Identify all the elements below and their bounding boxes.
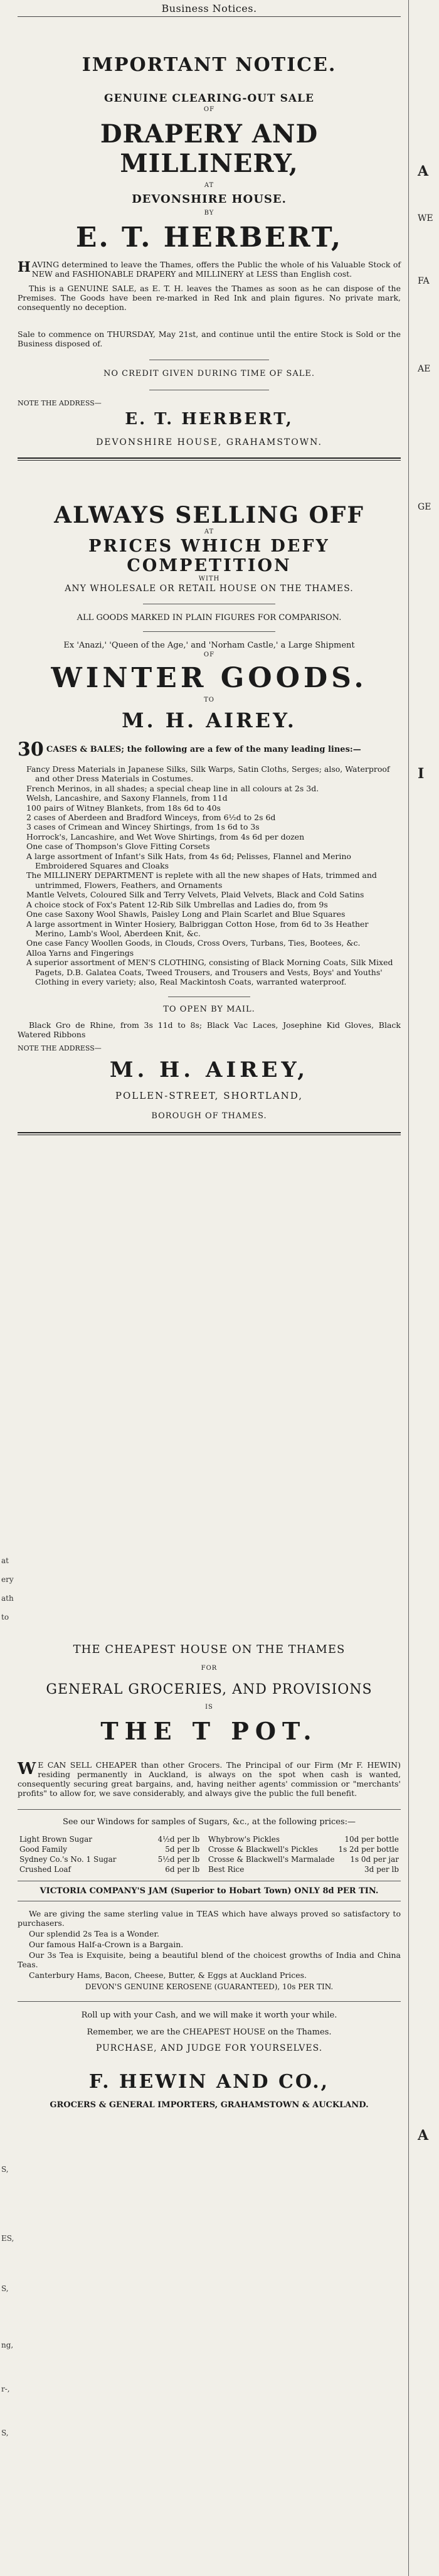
drop-cap: W — [18, 1760, 36, 1778]
airey-items-list — [18, 764, 401, 986]
hewin-tea-4: Our 3s Tea is Exquisite, being a beautiful blend of the choicest growths of India and China Teas. — [18, 1950, 401, 1969]
airey-at: AT — [204, 528, 214, 535]
right-fragment: WE — [418, 213, 433, 223]
table-row: Good Family 5d per lb — [19, 1845, 200, 1854]
herbert-note: NOTE THE ADDRESS— — [18, 399, 102, 407]
airey-to: TO — [204, 697, 214, 703]
hewin-importers: GROCERS & GENERAL IMPORTERS, GRAHAMSTOWN & AUCKLAND. — [50, 2100, 369, 2110]
herbert-trade: DRAPERY AND MILLINERY, — [100, 119, 319, 178]
airey-borough: BOROUGH OF THAMES. — [151, 1111, 267, 1121]
left-fragment: ES, — [1, 2234, 14, 2243]
hewin-tea-1: We are giving the same sterling value in TEAS which have always proved so satisfactory to purchasers. — [18, 1909, 401, 1928]
hewin-name: F. HEWIN AND CO., — [88, 2071, 330, 2093]
list-item: 2 cases of Aberdeen and Bradford Winceys, from 6½d to 2s 6d — [26, 813, 276, 823]
table-row: Light Brown Sugar 4½d per lb — [19, 1835, 200, 1844]
list-item: One case Fancy Woollen Goods, in Clouds, Cross Overs, Turbans, Ties, Bootees, &c. — [26, 938, 361, 948]
list-item: One case Saxony Wool Shawls, Paisley Long and Plain Scarlet and Blue Squares — [26, 909, 346, 919]
list-item: Welsh, Lancashire, and Saxony Flannels, from 11d — [26, 793, 228, 803]
airey-winter-goods: WINTER GOODS. — [51, 662, 368, 694]
right-column-fragments — [414, 0, 439, 2576]
herbert-address: DEVONSHIRE HOUSE, GRAHAMSTOWN. — [96, 437, 322, 447]
list-item: Fancy Dress Materials in Japanese Silks, Silk Warps, Satin Cloths, Serges; also, Waterproof and other Dress Materials in Costumes. — [26, 764, 390, 784]
table-row: Crushed Loaf 6d per lb — [19, 1865, 200, 1874]
list-item: Alloa Yarns and Fingerings — [26, 948, 134, 958]
hewin-is: IS — [205, 1704, 213, 1711]
hewin-roll-up: Roll up with your Cash, and we will make it worth your while. — [81, 2011, 337, 2020]
list-item: 100 pairs of Witney Blankets, from 18s 6d to 40s — [26, 803, 221, 813]
hewin-t-pot: THE T POT. — [100, 1717, 318, 1745]
left-fragment: to — [1, 1613, 9, 1622]
left-fragment: S, — [1, 2429, 9, 2437]
list-item: One case of Thompson's Glove Fitting Corsets — [26, 842, 210, 852]
airey-prices: PRICES WHICH DEFY COMPETITION — [88, 537, 330, 575]
herbert-name: E. T. HERBERT, — [75, 222, 343, 254]
table-row: Crosse & Blackwell's Pickles 1s 2d per bottle — [208, 1845, 399, 1854]
left-fragment: ery — [1, 1575, 14, 1584]
airey-goods-marked: ALL GOODS MARKED IN PLAIN FIGURES FOR COMPARISON. — [77, 613, 342, 623]
herbert-credit: NO CREDIT GIVEN DURING TIME OF SALE. — [103, 369, 315, 378]
right-fragment: I — [418, 766, 425, 782]
airey-lead: 30 CASES & BALES; the following are a few of the many leading lines:— — [18, 739, 361, 761]
right-fragment: FA — [418, 276, 430, 286]
hewin-tea-2: Our splendid 2s Tea is a Wonder. — [29, 1929, 159, 1938]
airey-lead-number: 30 — [18, 739, 44, 761]
airey-ships: Ex 'Anazi,' 'Queen of the Age,' and 'Norham Castle,' a Large Shipment — [63, 641, 355, 650]
main-column — [10, 0, 409, 2576]
hewin-prices-right — [206, 1834, 401, 1874]
airey-name-2: M. H. AIREY, — [109, 1057, 309, 1083]
herbert-paragraph-3: Sale to commence on THURSDAY, May 21st, and continue until the entire Stock is Sold or the Business disposed of. — [18, 329, 401, 348]
drop-cap: H — [18, 259, 31, 275]
herbert-of: OF — [203, 106, 215, 113]
table-row: Best Rice 3d per lb — [208, 1865, 399, 1874]
list-item: 3 cases of Crimean and Wincey Shirtings, from 1s 6d to 3s — [26, 822, 260, 832]
list-item: A large assortment of Infant's Silk Hats, from 4s 6d; Pelisses, Flannel and Merino Embroidered Squares and Cloaks — [26, 851, 351, 871]
left-column-fragments — [0, 0, 14, 2576]
hewin-see-windows: See our Windows for samples of Sugars, &c., at the following prices:— — [62, 1817, 356, 1827]
left-fragment: r-, — [1, 2385, 10, 2393]
hewin-for: FOR — [201, 1665, 218, 1672]
herbert-at: AT — [204, 182, 214, 189]
hewin-purchase: PURCHASE, AND JUDGE FOR YOURSELVES. — [95, 2043, 323, 2053]
hewin-kerosene: DEVON'S GENUINE KEROSENE (GUARANTEED), 10s PER TIN. — [85, 1982, 334, 1991]
hewin-headline: THE CHEAPEST HOUSE ON THE THAMES — [73, 1643, 346, 1656]
airey-with: WITH — [198, 575, 220, 582]
airey-name: M. H. AIREY. — [122, 708, 297, 732]
list-item: Mantle Velvets, Coloured Silk and Terry Velvets, Plaid Velvets, Black and Cold Satins — [26, 890, 364, 900]
herbert-house: DEVONSHIRE HOUSE. — [132, 193, 287, 206]
list-item: A large assortment in Winter Hosiery, Balbriggan Cotton Hose, from 6d to 3s Heather Merino, Lamb's Wool, Aberdeen Knit, &c. — [26, 919, 369, 938]
herbert-name-2: E. T. HERBERT, — [125, 410, 294, 429]
herbert-subheading: GENUINE CLEARING-OUT SALE — [104, 92, 314, 105]
airey-street: POLLEN-STREET, SHORTLAND, — [115, 1090, 304, 1102]
right-fragment: AE — [418, 364, 431, 374]
hewin-paragraph-1: W E CAN SELL CHEAPER than other Grocers. The Principal of our Firm (Mr F. HEWIN) residing permanently in Auckland, is always on the spot when cash is wanted, consequently securing great bargains, and, having neither agents' commission or "merchants' profits" to allow for, we save considerably, and always give the public the full benefit. — [18, 1760, 401, 1798]
left-fragment: at — [1, 1556, 9, 1565]
hewin-tea-3: Our famous Half-a-Crown is a Bargain. — [29, 1940, 184, 1949]
airey-note: NOTE THE ADDRESS— — [18, 1044, 102, 1053]
left-fragment: S, — [1, 2165, 9, 2174]
herbert-paragraph-2: This is a GENUINE SALE, as E. T. H. leaves the Thames as soon as he can dispose of the Premises. The Goods have been re-marked in Red Ink and plain figures. No private mark, consequently no deception. — [18, 284, 401, 312]
left-fragment: ath — [1, 1594, 14, 1603]
hewin-tea-5: Canterbury Hams, Bacon, Cheese, Butter, & Eggs at Auckland Prices. — [29, 1970, 307, 1980]
table-row: Sydney Co.'s No. 1 Sugar 5½d per lb — [19, 1855, 200, 1864]
herbert-paragraph-1: HAVING determined to leave the Thames, offers the Public the whole of his Valuable Stock of NEW and FASHIONABLE DRAPERY and MILLINERY at LESS than English cost. — [18, 259, 401, 279]
right-fragment: A — [418, 2127, 429, 2144]
airey-of: OF — [203, 651, 215, 658]
herbert-by: BY — [204, 210, 214, 216]
herbert-headline: IMPORTANT NOTICE. — [82, 54, 337, 76]
herbert-advertisement — [18, 25, 401, 461]
section-masthead: Business Notices. — [18, 0, 401, 17]
airey-advertisement — [18, 496, 401, 1135]
hewin-price-list — [18, 1834, 401, 1874]
table-row: Whybrow's Pickles 10d per bottle — [208, 1835, 399, 1844]
table-row: Crosse & Blackwell's Marmalade 1s 0d per jar — [208, 1855, 399, 1864]
hewin-remember: Remember, we are the CHEAPEST HOUSE on the Thames. — [87, 2028, 332, 2037]
airey-any: ANY WHOLESALE OR RETAIL HOUSE ON THE THAMES. — [65, 584, 354, 594]
left-fragment: ng, — [1, 2341, 14, 2349]
airey-to-open: TO OPEN BY MAIL. — [163, 1005, 255, 1015]
left-fragment: S, — [1, 2284, 9, 2293]
airey-headline: ALWAYS SELLING OFF — [54, 502, 364, 528]
hewin-advertisement — [18, 1625, 401, 2110]
list-item: French Merinos, in all shades; a special cheap line in all colours at 2s 3d. — [26, 783, 319, 793]
list-item: A superior assortment of MEN'S CLOTHING, consisting of Black Morning Coats, Silk Mixed Pagets, D.B. Galatea Coats, Tweed Trousers, and Trousers and Vests, Boys' and Youths' Clothing in every variety; also, Real Mackintosh Coats, warranted waterproof. — [26, 958, 393, 986]
right-fragment: GE — [418, 502, 431, 512]
airey-kid-gloves: Black Gro de Rhine, from 3s 11d to 8s; Black Vac Laces, Josephine Kid Gloves, Black Watered Ribbons — [18, 1020, 401, 1040]
hewin-jam: VICTORIA COMPANY'S JAM (Superior to Hobart Town) ONLY 8d PER TIN. — [40, 1886, 379, 1896]
right-fragment: A — [418, 163, 429, 179]
list-item: The MILLINERY DEPARTMENT is replete with all the new shapes of Hats, trimmed and untrimmed, Flowers, Feathers, and Ornaments — [26, 870, 377, 890]
hewin-prices-left — [18, 1834, 201, 1874]
list-item: A choice stock of Fox's Patent 12-Rib Silk Umbrellas and Ladies do, from 9s — [26, 899, 328, 909]
list-item: Horrock's, Lancashire, and Wet Wove Shirtings, from 4s 6d per dozen — [26, 831, 305, 842]
hewin-general: GENERAL GROCERIES, AND PROVISIONS — [46, 1682, 373, 1697]
